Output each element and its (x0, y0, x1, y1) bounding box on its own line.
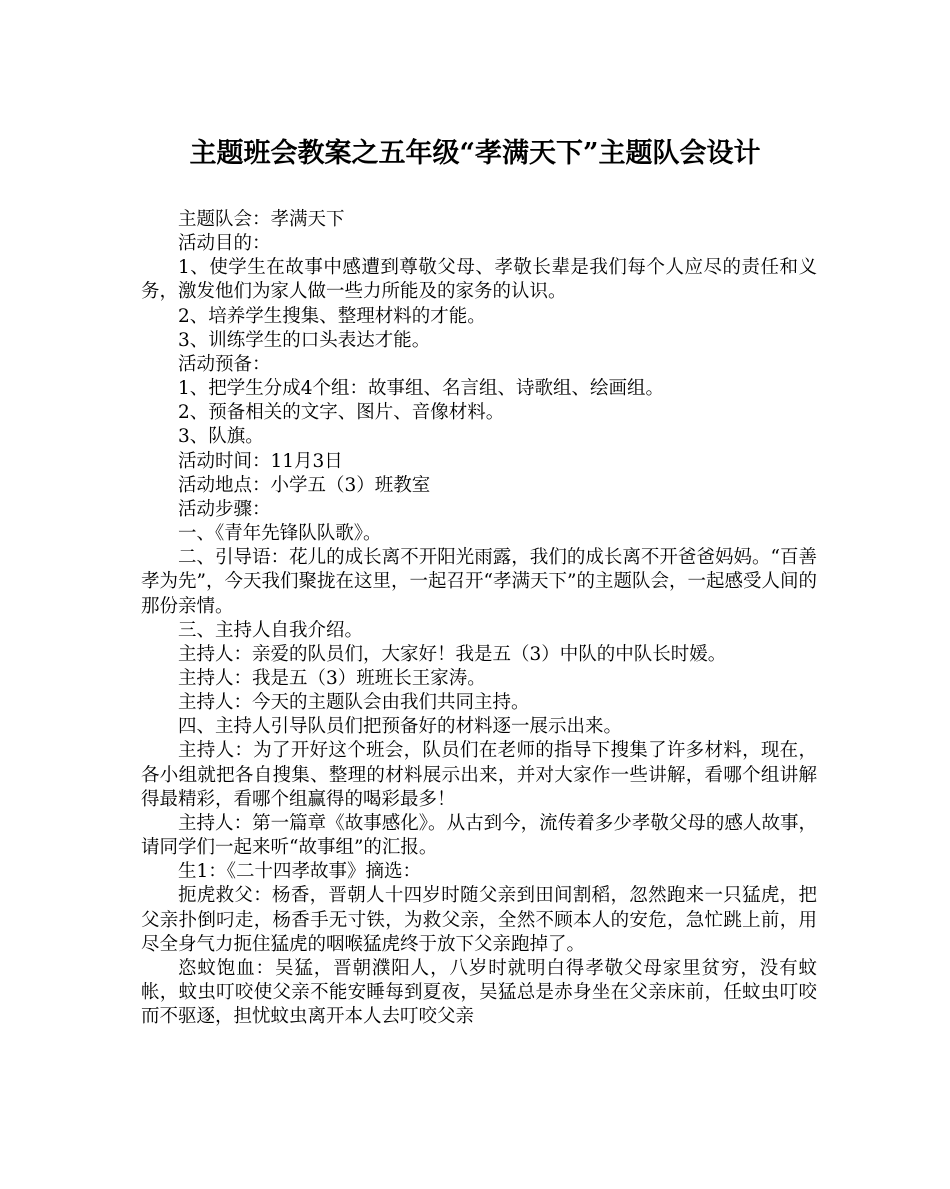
paragraph: 3、训练学生的口头表达才能。 (178, 329, 431, 351)
paragraph: 扼虎救父：杨香，晋朝人十四岁时随父亲到田间割稻，忽然跑来一只猛虎，把父亲扑倒叼走，杨香手无寸铁，为救父亲，全然不顾本人的安危，急忙跳上前，用尽全身气力扼住猛虎的咽喉猛虎终于放下父亲跑掉了。 (141, 885, 817, 955)
paragraph: 主持人：第一篇章《故事感化》。从古到今，流传着多少孝敬父母的感人故事，请同学们一起来听“故事组”的汇报。 (141, 812, 817, 859)
paragraph: 主持人：为了开好这个班会，队员们在老师的指导下搜集了许多材料，现在，各小组就把各自搜集、整理的材料展示出来，并对大家作一些讲解，看哪个组讲解得最精彩，看哪个组赢得的喝彩最多！ (141, 740, 817, 810)
paragraph: 2、预备相关的文字、图片、音像材料。 (178, 402, 505, 424)
document-title: 主题班会教案之五年级“孝满天下”主题队会设计 (189, 138, 761, 169)
paragraph: 3、队旗。 (178, 426, 264, 448)
paragraph: 活动时间：11月3日 (178, 450, 343, 472)
paragraph: 主持人：亲爱的队员们，大家好！我是五（3）中队的中队长时媛。 (178, 643, 727, 665)
paragraph: 活动目的： (178, 233, 271, 255)
paragraph: 四、主持人引导队员们把预备好的材料逐一展示出来。 (178, 716, 623, 738)
paragraph: 主持人：我是五（3）班班长王家涛。 (178, 667, 486, 689)
paragraph: 活动步骤： (178, 498, 271, 520)
document-body (141, 208, 817, 1029)
paragraph: 1、使学生在故事中感遭到尊敬父母、孝敬长辈是我们每个人应尽的责任和义务，激发他们为家人做一些力所能及的家务的认识。 (141, 257, 817, 303)
paragraph: 二、引导语：花儿的成长离不开阳光雨露，我们的成长离不开爸爸妈妈。“百善孝为先”，今天我们聚拢在这里，一起召开“孝满天下”的主题队会，一起感受人间的那份亲情。 (141, 547, 817, 617)
paragraph: 1、把学生分成4个组：故事组、名言组、诗歌组、绘画组。 (178, 378, 665, 400)
paragraph: 一、《青年先锋队队歌》。 (178, 523, 382, 545)
paragraph: 活动地点：小学五（3）班教室 (178, 474, 431, 496)
paragraph: 活动预备： (178, 353, 271, 375)
paragraph: 生1：《二十四孝故事》摘选： (178, 861, 422, 883)
paragraph: 主题队会：孝满天下 (178, 209, 345, 230)
paragraph: 恣蚊饱血：吴猛，晋朝濮阳人，八岁时就明白得孝敬父母家里贫穷，没有蚊帐，蚊虫叮咬使父亲不能安睡每到夏夜，吴猛总是赤身坐在父亲床前，任蚊虫叮咬而不驱逐，担忧蚊虫离开本人去叮咬父亲 (141, 957, 817, 1028)
paragraph: 三、主持人自我介绍。 (178, 619, 364, 641)
paragraph: 主持人：今天的主题队会由我们共同主持。 (178, 692, 530, 714)
paragraph: 2、培养学生搜集、整理材料的才能。 (178, 305, 486, 327)
